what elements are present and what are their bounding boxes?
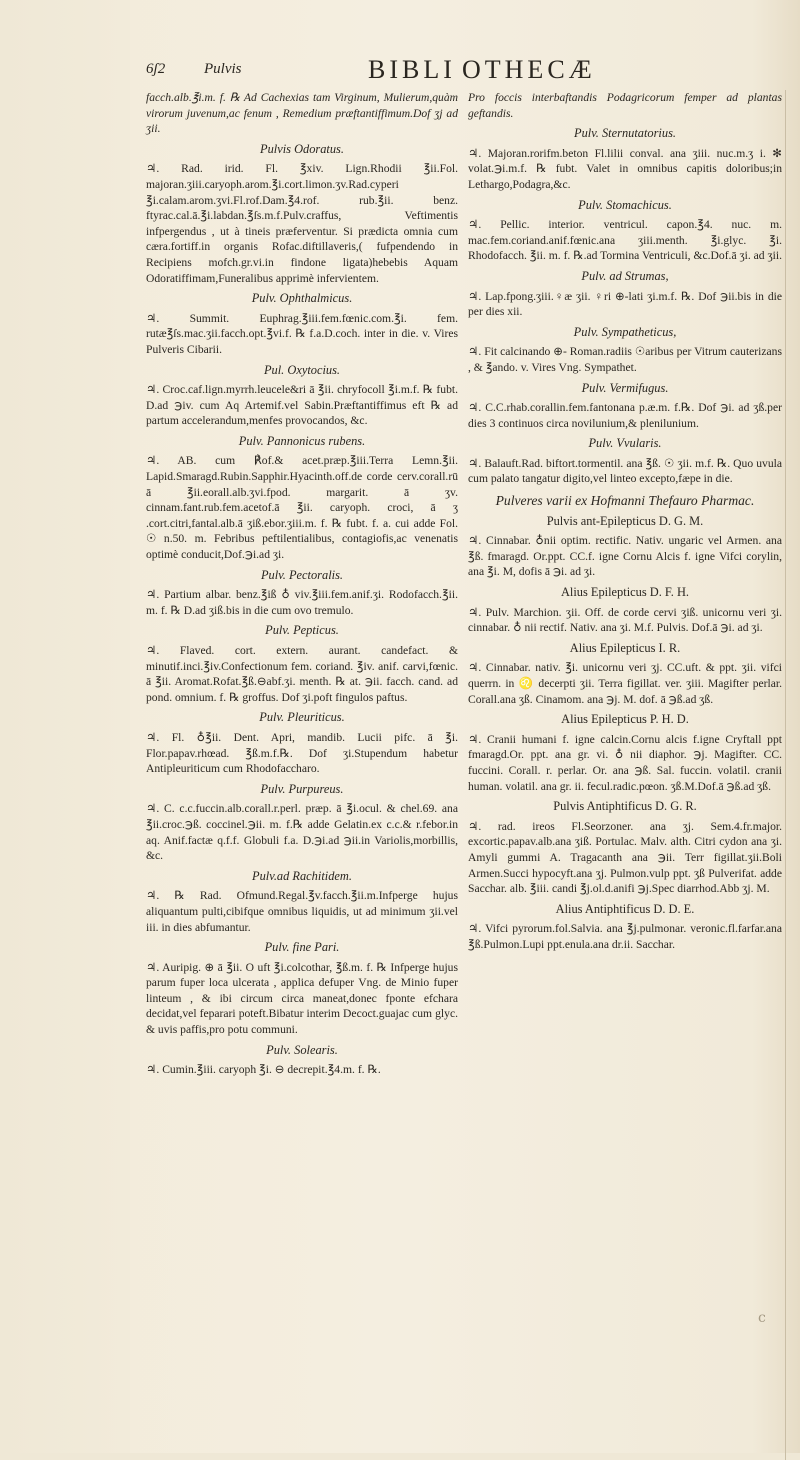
running-head [146,55,780,89]
recipe-paragraph: ♃. Croc.caf.lign.myrrh.leucele&ri ā ℥ii. chryfocoll ℥i.m.f. ℞ fubt. D.ad ℈iv. cum Aq Artemif.vel Sabin.Præftantiffimus eft ℞ ad partum accelerandum,menfes provocandos, &c. [146,383,458,428]
section-heading: Pulv. Solearis. [266,1042,338,1057]
margin-mark: c [758,1310,766,1326]
section-heading: Pulv. Sympatheticus, [573,324,677,339]
section-heading: Pulv. fine Pari. [264,940,340,955]
recipe-paragraph: ♃. Cranii humani f. igne calcin.Cornu alcis f.igne Cryftall ppt fmaragd.Or. ppt. ana gr. vi. ♁ nii diaphor. ℈j. Magifter. CC. fuccini. Corall. r. perlar. Or. ana ℈ß. Sal. fuccin. volatil. cranii human. volatil. ana gr. ii. fecul.radic.pœon. ʒß.M.Dof.ā ℈ß.ad ʒß. [468,732,782,793]
recipe-paragraph: ♃. Cinnabar. ♁nii optim. rectific. Nativ. ungaric vel Armen. ana ℥ß. fmaragd. Or.ppt. CC.f. igne Cornu Alcis f. igne Vifci corylin, ana ℥i. M, dofis ā ℈i. ad ʒi. [468,534,782,579]
recipe-paragraph: ♃. Partium albar. benz.℥iß ♁ viv.℥iii.fem.anif.ʒi. Rodofacch.℥ii. m. f. ℞ D.ad ʒiß.bis in die cum ovo tremulo. [146,588,458,617]
title-right: OTHECÆ [462,55,596,84]
section-heading: Pul. Oxytocius. [263,362,341,377]
section-heading: Pulv. Sternutatorius. [574,126,676,141]
section-heading: Pulv. Pepticus. [265,623,339,638]
section-heading: Alius Epilepticus D. F. H. [560,585,690,600]
recipe-paragraph: ♃. Fit calcinando ⊕- Roman.radiis ☉aribus per Vitrum cauterizans , & ℥ando. v. Vires Vng. Sympathet. [468,345,782,374]
recipe-paragraph: ♃. Balauft.Rad. biftort.tormentil. ana ℥ß. ☉ ʒii. m.f. ℞. Quo uvula cum palato tangatur digito,vel linteo excepto,fæpe in die. [468,456,782,486]
recipe-paragraph: ♃. AB. cum ℟of.& acet.præp.℥iii.Terra Lemn.℥ii. Lapid.Smaragd.Rubin.Sapphir.Hyacinth.off.de corde cerv.corall.rū ā ℥ii.eorall.alb.ʒvi.fpod. margarit. ā ʒv. cinnam.fant.rub.fem.acetof.ā ℥ii. caryoph. croci, ā ʒ .cort.citri,fantal.alb.ā ʒiß.ebor.ʒiii.m. f. ℞ fubt. f. a. cui adde Fol. ☉ n.50. m. Febribus peftilentialibus, contagiofis,ac venenatis optimè conducit,Dof.℈i.ad ʒi. [146,454,458,562]
section-heading: Pulv. Vermifugus. [581,380,669,395]
section-heading: Pulv. Ophthalmicus. [251,291,353,306]
recipe-paragraph: ♃. Cinnabar. nativ. ℥i. unicornu veri ʒj. CC.uft. & ppt. ʒii. vifci querrn. in ♌ decerpti ʒii. Terra figillat. ver. ʒiii. Magifter perlar. Corall.ana ʒß. Cinamom. ana ℈j. M. dof. ā ℈ß.ad ʒß. [468,661,782,706]
recipe-paragraph: ♃. Flaved. cort. extern. aurant. candefact. & minutif.inci.℥iv.Confectionum fem. coriand. ℥iv. anif. carvi,fœnic. ā ℥ii. Aromat.Rofat.℥ß.⊖abf.ʒi. menth. ℞ at. ℈ii. facch. cand. ad pond. omnium. f. ℞ groffus. Dof ʒi.poft fingulos paftus. [146,644,458,704]
recipe-paragraph: ♃. rad. ireos Fl.Seorzoner. ana ʒj. Sem.4.fr.major. excortic.papav.alb.ana ʒiß. Portulac. Malv. alth. Citri cydon ana ʒi. Amyli gummi A. Tragacanth ana ℈ii. Terr figillat.ʒii.Boli Armen.Succi hypocyft.ana ʒj. Pulmon.vulp ppt. ʒß Pulverifat. adde Sacchar. alb. ℥iii. candi ℥j.ol.d.anifi ℈j.Spec diarrhod.Abb ʒj. M. [468,819,782,896]
recipe-paragraph: ♃. Pulv. Marchion. ʒii. Off. de corde cervi ʒiß. unicornu veri ʒi. cinnabar. ♁ nii rectif. Nativ. ana ʒi. M.f. Pulvis. Dof.ā ℈i. ad ʒi. [468,605,782,635]
section-heading: Pulv. Vvularis. [588,436,662,451]
right-column [468,90,782,958]
recipe-paragraph: ♃. Fl. ♁℥ii. Dent. Apri, mandib. Lucii pifc. ā ℥i. Flor.papav.rhœad. ℥ß.m.f.℞. Dof ʒi.Stupendum habetur Antipleuriticum cum Rhodofaccharo. [146,730,458,776]
section-heading: Pulv. Purpureus. [260,781,344,796]
running-word: Pulvis [204,61,242,77]
section-heading: Pulveres varii ex Hofmanni Thefauro Pharmac. [495,493,755,509]
section-heading: Pulvis Antiphtificus D. G. R. [553,799,697,814]
recipe-paragraph: Pro foccis interbaftandis Podagricorum femper ad plantas geftandis. [468,91,782,120]
page-edge-line [785,90,786,1460]
section-heading: Alius Epilepticus P. H. D. [561,712,689,727]
recipe-paragraph: ♃. Cumin.℥iii. caryoph ℥i. ⊖ decrepit.℥4.m. f. ℞. [146,1063,381,1077]
section-heading: Pulv.ad Rachitidem. [252,868,352,883]
section-heading: Pulv. Stomachicus. [578,197,672,212]
section-heading: Pulv. ad Strumas, [581,268,669,283]
section-heading: Pulvis ant-Epilepticus D. G. M. [546,513,704,528]
recipe-paragraph: ♃. Pellic. interior. ventricul. capon.℥4. nuc. m. mac.fem.coriand.anif.fœnic.ana ʒiii.menth. ℥i.glyc. ℥i. Rhodofacch. ℥ii. m. f. ℞.ad Tormina Ventriculi, &c.Dof.ā ʒi. ad ʒii. [468,218,782,263]
section-heading: Pulv. Pleuriticus. [259,710,345,725]
left-column [146,90,458,1083]
section-heading: Alius Epilepticus I. R. [569,640,681,655]
recipe-paragraph: ♃. Auripig. ⊕ ā ℥ii. O uft ℥i.colcothar, ℥ß.m. f. ℞ Infperge hujus parum fuper loca ulcerata , applica defuper Vng. de Minio fuper linteum , & ibi circum circa maneat,donec fponte efchara decidat,vel feparari poteft.Bibatur interim Decoct.guajac cum glyc. & uvis paffis,pro potu communi. [146,960,458,1037]
section-heading: Pulv. Pectoralis. [260,567,343,582]
page-margin [0,0,130,1453]
recipe-paragraph: ♃. C.C.rhab.corallin.fem.fantonana p.æ.m. f.℞. Dof ℈i. ad ʒß.per dies 3 continuos circa novilunium,& plenilunium. [468,401,782,430]
title-left: BIBLI [368,55,456,84]
section-heading: Alius Antiphtificus D. D. E. [555,901,695,916]
recipe-paragraph: ♃. Rad. irid. Fl. ℥xiv. Lign.Rhodii ℥ii.Fol. majoran.ʒiii.caryoph.arom.℥i.cort.limon.ʒv.Rad.cyperi ℥i.calam.arom.ʒvi.Fl.rof.Dam.℥4.rof. rub.℥ii. benz. ftyrac.cal.ā.℥i.labdan.℥ſs.m.f.Pulv.craffus, Veftimentis infpergendus , ut à tineis præferventur. Si prædicta omnia cum cæra.fortiff.in organis Rofac.diftillaveris,( fufpendendo in Recipiens mofch.gr.vi.in findone ligata)hebebis Aquam Odoratiffimam,Funeralibus apprimè infervientem. [146,162,458,285]
page-number: 6ʃ2 [146,61,166,77]
section-heading: Pulvis Odoratus. [260,141,344,156]
recipe-paragraph: ♃. Summit. Euphrag.℥iii.fem.fœnic.com.℥i. fem. rutæ℥ſs.mac.ʒii.facch.opt.℥vi.f. ℞ f.a.D.coch. inter in die. v. Vires Pulveris Cibarii. [146,311,458,356]
recipe-paragraph: ♃. C. c.c.fuccin.alb.corall.r.perl. præp. ā ℥i.ocul. & chel.69. ana ℥ii.croc.℈ß. coccinel.℈ii. m. f.℞ adde Gelatin.ex c.c.& r.febor.in aq. Anif.factæ q.f.f. Globuli f.a. D.℈i.ad ℈ii.in Variolis,morbillis, &c. [146,802,458,863]
section-heading: Pulv. Pannonicus rubens. [238,433,366,448]
recipe-paragraph: ♃. Majoran.rorifm.beton Fl.lilii conval. ana ʒiii. nuc.m.ʒ i. ✻ volat.℈i.m.f. ℞ fubt. Valet in omnibus capitis doloribus;in Lethargo,Podagra,&c. [468,146,782,191]
recipe-paragraph: facch.alb.℥i.m. f. ℞ Ad Cachexias tam Virginum, Mulierum,quàm virorum juvenum,ac fenum , Remedium præftantiffimum.Dof ʒj ad ʒii. [146,91,458,136]
recipe-paragraph: ♃. Lap.fpong.ʒiii.♀æ ʒii. ♀ri ⊕-lati ʒi.m.f. ℞. Dof ℈ii.bis in die per dies xii. [468,289,782,319]
recipe-paragraph: ♃. Vifci pyrorum.fol.Salvia. ana ℥j.pulmonar. veronic.fl.farfar.ana ℥ß.Pulmon.Lupi ppt.enula.ana dr.ii. Sacchar. [468,922,782,951]
recipe-paragraph: ♃. ℞ Rad. Ofmund.Regal.℥v.facch.℥ii.m.Infperge hujus aliquantum pulti,cibifque omnibus liquidis, ut ad minimum ʒii.vel iii. in dies abfumantur. [146,889,458,934]
